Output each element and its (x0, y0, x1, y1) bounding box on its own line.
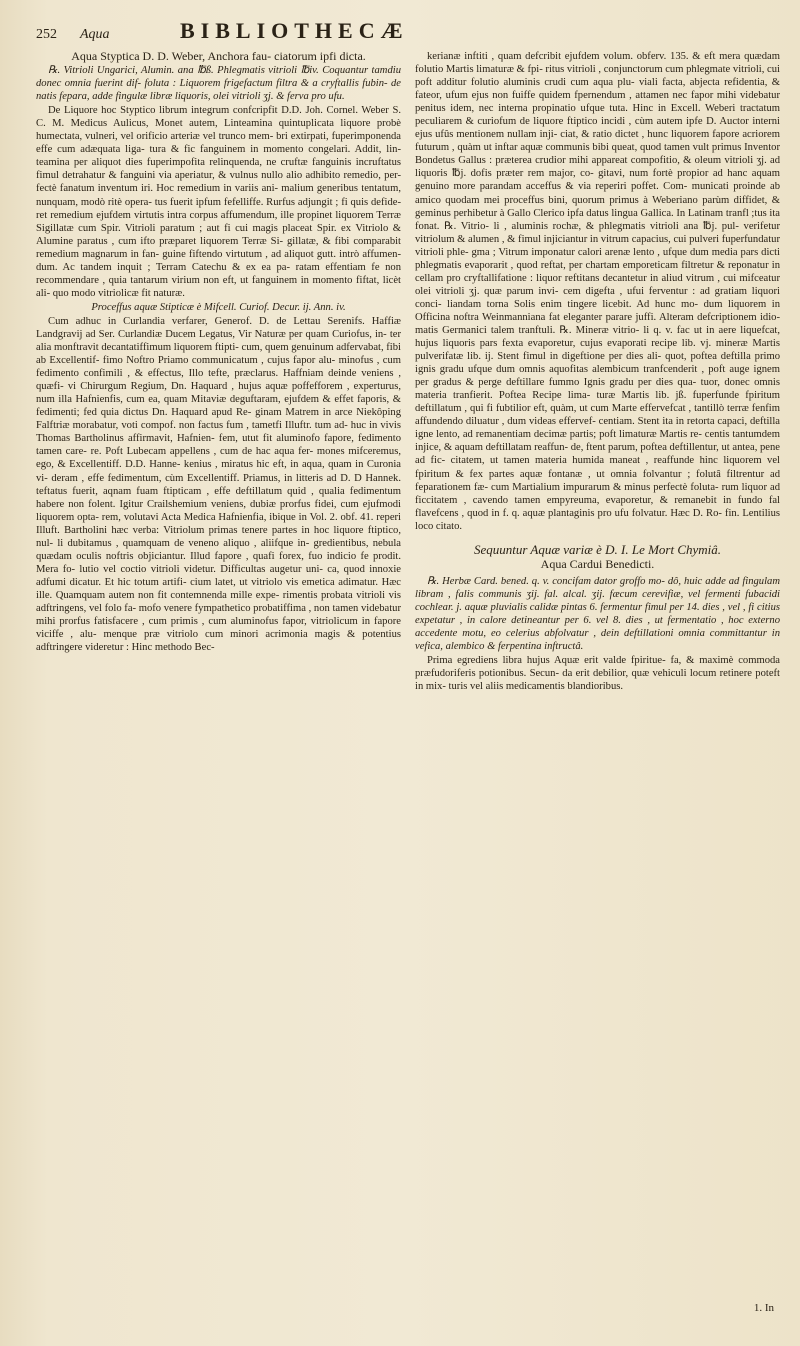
page-number: 252 (36, 27, 57, 42)
body-paragraph: Prima egrediens libra hujus Aquæ erit valde fpiritue- fa, & maximè commoda præfudoriferis potionibus. Secun- da erit debilior, quæ vehiculi locum retinere poteft in mix- turis vel aliis medicamentis blandioribus. (415, 655, 780, 693)
section-heading: Sequuntur Aquæ variæ è D. I. Le Mort Chymiâ. (473, 541, 722, 557)
running-word: Aqua (80, 27, 110, 42)
subsection-title: Aqua Cardui Benedicti. (540, 556, 655, 571)
catchword: 1. In (753, 1302, 774, 1314)
running-header (36, 18, 782, 50)
recipe-paragraph: ℞. Herbæ Card. bened. q. v. concifam dator groffo mo- dô, huic adde ad fingulam libram , falis communis ʒij. fal. alcal. ʒij. fæcum cerevifiæ, vel fermenti fubacidi cochlear. j. aquæ pluvialis calidæ pintas 6. fermentur fimul per 14. dies , vel , fi citius expetatur , in calore detineantur per 6. vel 8. dies , ut fermentatio , hoc externo accedente motu, eo celerius abfolvatur , dein deftillationi omnia committantur in vefica, alembico & ferpentina inftructâ. (415, 575, 780, 653)
subsection-title: Proceffus aquæ Stipticæ è Mifcell. Curiof. Decur. ij. Ann. iv. (91, 301, 346, 313)
body-paragraph: Cum adhuc in Curlandia verfarer, Generof. D. de Lettau Serenifs. Haffiæ Landgravij ad Ser. Curlandiæ Ducem Legatus, Vir Naturæ per quam Curiofus, in- ter alia monftravit decantatiffimum liquorem ftipti- cum, quem genuinum adfervabat, fibi ab Excellentif- fimo Noftro Priamo communicatum , cujus fapor alu- minofus , cum fedimento confimili , & effectus, Illo tefte, præclarus. Haffniam deinde veniens , quæfi- vi Chirurgum Regium, Dn. Haquard , hujus aquæ poffefforem , experturus, num illa Hafnienfis, cum ea, quam Mitaviæ deguftaram, ejufdem & effet faporis, & fedimenti; fed quia dictus Dn. Haquard apud Re- ginam Matrem in arce Niekôping Falftriæ morabatur, voti compof. non factus fum , tametfi Illuftr. tum ad- huc in vivis Thomas Bartholinus affirmavit, Hafnien- fem, utut fit aluminofo fapore, fedimento tamen care- re. Poft Lubecam appellens , cum de hac aqua fer- mones mifceremus, ego, & Excellentiff. D.D. Hanne- kenius , miratus hic eft, in aqua, quam in Curonia vi- deram , effe fedimentum, cùm Excellentiff. Priamus, in litteris ad D. D Hannek. teftatus fuerit, aqnam fuam ftipticam , effe deftillatum quid , qualia fedimentum habere non folent. Igitur Crailshemium veniens, dubiæ prorfus fidei, cum ejufmodi liquorem opta- rem, volutavi Acta Medica Hafnienfia, ibique in Vol. 2. obf. 41. reperi Illuft. Bartholini hæc verba: Vitriolum primas tenere partes in hoc liquore ftiptico, nul- li dubitamus , quamquam de veneno aliquo , aliifque in- gredientibus, nebula quædam oculis noftris objiciantur. Illud fapore , quafi forex, fuo indicio fe prodit. Mera fo- lutio vel coctio vitrioli videtur. Difficultas augetur uni- ca, quod innoxie adfumi dicatur. Et hic totum artifi- cium latet, ut vitriolo vis emetica adimatur. Hæc ille. Quamquam autem non fit contemnenda mille expe- rimentis probata vitrioli vis adftringens, vel folo fa- mofo venere fympathetico probatiffima , non tamen videbatur mihi prorfus fatisfacere , cum primis , cum aluminofus fapor, vitriolicum in fapore viciffe , alu- menque præ vitriolo cum minori acrimonia magis & potentius adftringere videretur : Hinc methodo Bec- (36, 315, 401, 654)
text-columns (36, 50, 782, 694)
body-paragraph: De Liquore hoc Styptico librum integrum confcripfit D.D. Joh. Cornel. Weber S. C. M. Medicus Aulicus, Monet autem, Linteamina quintuplicata liquore probè humectata, vulneri, vel orificio arteriæ vel trunco mem- bri extirpati, fuperimponenda effe cum adæquata liga- tura & fic fanguinem in momento congelari. Addit, lin- teamina per aliquot dies fuperimpofita relinquenda, ne cruftæ fanguinis incruftatus fimul detrahatur & fanguini via aperiatur, & vulnus nullo alio adhibito remedio, per- fectè fanatum inventum iri. Hoc remedium in variis ani- malium generibus tentatum, nunquam, modò ritè opera- tus fuerit ipfum fefelliffe. Rurfus adjungit ; fi quis defide- ret remedium ejufdem virtutis intra corpus affumendum, ille propinet liquorem Terræ Sigillatæ cum Spir. Vitrioli paratum ; aut fi cui magis placeat Spir. ex Vitriolo & Alumine paratus , cum ifto præparet liquorem Terræ Si- gillatæ, & fibi comparabit remedium magnarum in fan- guine fiftendo virtutum , ad aliquot gutt. intrò affumen- dum. Ac tandem inquit ; Terram Catechu & ex ea pa- ratam effentiam fe non recommendare , quia tantarum virium non eft, ut fanguinem in momento fiftat, licèt ali- quo modo vitriolicæ fit naturæ. (36, 105, 401, 299)
body-paragraph: kerianæ inftiti , quam defcribit ejufdem volum. obferv. 135. & eft mera quædam folutio Martis limaturæ & fpi- ritus vitrioli , conjunctorum cum phlegmate vitrioli, cui poft additur folutio aluminis crudi cum aqua plu- viali facta, abjecta refidentia, & fateor, ufum ejus non fuiffe quidem fpernendum , attamen nec fapor mihi videbatur penitus idem, nec interna propinatio ufque tuta. Hinc in Excell. Weberi tractatum peculiarem & curiofum de liquore ftiptico incidi , cùm autem ipfe D. Auctor interni ejus ufûs mentionem nullam inji- ciat, & ratio dictet , hunc liquorem fapore acriorem futurum , quàm ut inftar aquæ communis bibi queat, quod tamen vult primus Inventor Bondetus Gallus : præterea crudior mihi appareat compofitio, & oleum vitrioli ʒj. ad liquoris ℔j. dofis præter rem major, co- gitavi, num fortè propior ad hanc aquam genuino more parandam acceffus & via reperiri poffet. Com- municati proinde ab amico quodam mei proceffus bini, quorum primus à Weberiano parùm diffidet, & geminus perhibetur à Gallo Clerico ipfa datus lingua Gallica. In Latinam tranfl ;tus ita fonat. ℞. Vitrio- li , aluminis rochæ, & phlegmatis vitrioli ana ℔j. pul- verifetur vitriolum & alumen , & fimul injiciantur in vitrum capacius, cui pulveri fuperfundatur vitrioli phle- gma ; Vitrum imponatur calori arenæ lento , ufque dum media pars dicti phlegmatis evaporarit , quod reftat, per chartam emporeticam filtretur & reponatur in cellam pro cryftallifatione : liquor reftitans decantetur in aliud vitrum , cui mifceatur olei vitrioli ʒj. quæ parum invi- cem digefta , ufui ferventur : ad gratiam liquori conci- liandam torna Solis enim tingere licebit. Ad hunc mo- dum liquorem in Officina noftra Weinmanniana fat eleganter parare juffi. Alteram defcriptionem idio- matis Germanici talem tranftuli. ℞. Mineræ vitrio- li q. v. fac ut in aere liquefcat, hujus liquoris pars fexta evaporetur, cujus evaporati recipe lib. vj. mineræ Martis pulverifatæ lib. ij. Stent fimul in digeftione per dies ali- quot, poftea deftilla primo ignis gradu ufque dum omnis aquofitas alembicum tranfcenderit , poft auge ignem per gradus & perge deftillare fummo Ignis gradu per dies qua- tuor, donec omnis materia tranfierit. Poftea Recipe lima- turæ Martis lib. jß. fuperfunde fpiritum deftillatum , qui fi fubtilior eft, quàm, ut cum Marte effervefcat , tantillò terræ fenfim affundendo diluatur , dum videas effervef- centiam. Stent ita in retorta capaci, deftilla igne lento, ad remanentiam decimæ partis; poft limaturæ Martis re- centis tantumdem injice, & aquam deftillatam reaffun- de, ftent parum, poftea deftillentur, ut antea, pene ad fic- citatem, ut tamen materia humida maneat , reaffunde hinc liquorem vel fpiritum & fex partes aquæ fontanæ , ut omnia folvantur ; folutâ filtrentur ad feparationem fæ- cum Martialium impurarum & minus perfectè foluta- rum liquor ad ficcitatem , cavendo tamen empyreuma, evaporetur, & remanebit in fundo fal flavefcens , quod in f. q. aquæ plantaginis pro ufu folvatur. Hæc D. Ro- fin. Lentilius loco citato. (415, 51, 781, 532)
right-column (415, 50, 780, 694)
left-column (36, 50, 401, 694)
running-title: BIBLIOTHECÆ (180, 18, 409, 43)
recipe-paragraph: ℞. Vitrioli Ungarici, Alumin. ana ℔ß. Phlegmatis vitrioli ℔iv. Coquantur tamdiu donec omnia fuerint dif- foluta : Liquorem frigefactum filtra & a cryftallis fubin- de natis fepara, adde fingulæ libræ liquoris, olei vitrioli ʒj. & ferva pro ufu. (36, 65, 401, 103)
section-title: Aqua Styptica D. D. Weber, Anchora fau- ciatorum ipfi dicta. (71, 49, 366, 63)
